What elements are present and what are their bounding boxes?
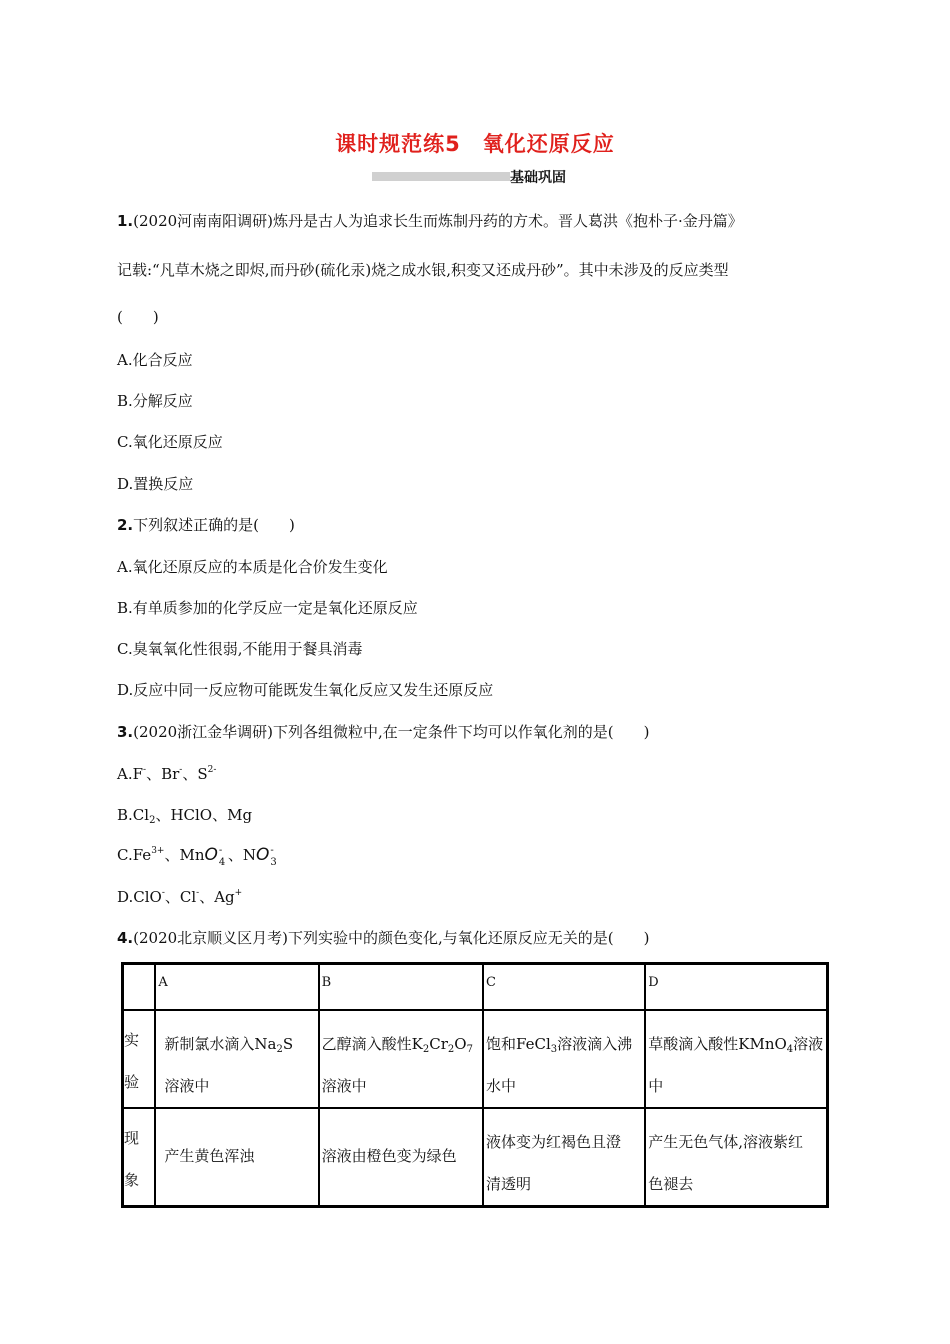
question-3-option-b [117,804,252,825]
question-2-option-b: B.有单质参加的化学反应一定是氧化还原反应 [117,599,418,617]
header-label: D [648,975,659,990]
experiment-table [121,962,829,1208]
ion-charge: - [179,765,183,775]
subscript: 4 [786,1044,794,1055]
question-1-option-a: A.化合反应 [117,351,193,369]
ion-charge: - [161,888,165,898]
cell-text: 中 [648,1077,664,1095]
header-cell-c [483,964,645,1011]
table-row-experiment [123,1010,828,1108]
cell-text: 溶液 [793,1035,824,1053]
ion-charge: + [234,888,243,898]
subscript: 3 [270,857,277,868]
question-number: 4. [117,929,134,947]
cell-text: O [454,1035,467,1053]
question-number: 2. [117,516,134,534]
question-number: 3. [117,723,134,741]
cell-text: 溶液中 [321,1077,367,1095]
subscript: 7 [466,1044,473,1055]
question-3-option-a [117,763,216,784]
question-text: (2020浙江金华调研)下列各组微粒中,在一定条件下均可以作氧化剂的是( ) [133,723,650,741]
cell-text: Cr [429,1035,448,1053]
cell-text: 草酸滴入酸性KMnO [648,1035,787,1053]
cell-text: 色褪去 [648,1175,694,1193]
subscript: 2 [149,815,156,826]
oxygen-symbol: O [256,845,270,865]
page-title: 课时规范练5 氧化还原反应 [335,132,615,156]
cell-text: 产生无色气体,溶液紫红 [648,1133,804,1151]
option-text: A.F [117,765,144,783]
table-row-observation [123,1108,828,1207]
question-3-option-c [117,844,279,868]
question-3-stem [117,721,650,742]
row-label-char: 象 [124,1171,140,1189]
header-label: B [321,975,332,990]
cell-text: 乙醇滴入酸性K [321,1035,423,1053]
oxygen-symbol: O [204,845,218,865]
cell-content [646,1109,826,1205]
option-text: C.Fe [117,846,152,864]
row-label-char: 验 [124,1073,140,1091]
experiment-cell-b [319,1010,483,1108]
charge-subscript-stack [269,845,279,868]
question-text: (2020河南南阳调研)炼丹是古人为追求长生而炼制丹药的方术。晋人葛洪《抱朴子·金丹篇》 [133,212,743,230]
question-3-option-d [117,886,242,907]
cell-text: S [282,1035,294,1053]
option-text: 、HClO、Mg [155,806,253,824]
ion-charge: - [218,845,223,856]
experiment-cell-c [483,1010,645,1108]
question-number: 1. [117,212,134,230]
option-text: 、Cl [164,888,197,906]
cell-text: 溶液由橙色变为绿色 [321,1147,457,1165]
cell-text: 新制氯水滴入Na [164,1035,277,1053]
row-label-experiment [123,1010,156,1108]
subscript: 2 [422,1044,430,1055]
question-4-stem [117,927,650,948]
question-1-line-2: 记载:“凡草木烧之即烬,而丹砂(硫化汞)烧之成水银,积变又还成丹砂”。其中未涉及的反应类型 [117,261,729,279]
question-1-option-d: D.置换反应 [117,475,194,493]
option-text: B.Cl [117,806,150,824]
cell-content [646,1011,826,1107]
experiment-cell-a [155,1010,318,1108]
cell-text: 溶液滴入沸 [557,1035,633,1053]
experiment-cell-d [645,1010,827,1108]
cell-content [156,1011,317,1107]
option-text: 、Ag [199,888,235,906]
subscript: 3 [550,1044,558,1055]
cell-content [484,1109,644,1205]
table-header-row [123,964,828,1011]
subscript: 4 [218,857,226,868]
subscript: 2 [447,1044,455,1055]
option-text: D.ClO [117,888,162,906]
question-1-answer-blank: ( ) [117,308,159,326]
ion-charge: - [143,765,147,775]
ion-charge: 3+ [151,846,165,856]
charge-subscript-stack [218,845,228,868]
row-label-char: 实 [124,1031,140,1049]
table-corner-cell [123,964,156,1011]
row-label-char: 现 [124,1129,140,1147]
question-2-option-d: D.反应中同一反应物可能既发生氧化反应又发生还原反应 [117,681,494,699]
subscript: 2 [276,1044,283,1055]
cell-text: 清透明 [486,1175,532,1193]
ion-charge: - [270,845,274,856]
cell-text: 溶液中 [164,1077,210,1095]
observation-cell-a [155,1108,318,1207]
header-cell-b [319,964,483,1011]
question-text: (2020北京顺义区月考)下列实验中的颜色变化,与氧化还原反应无关的是( ) [133,929,650,947]
option-text: 、N [227,846,257,864]
header-cell-d [645,964,827,1011]
option-text: 、Br [146,765,180,783]
header-cell-a [155,964,318,1011]
section-heading: 基础巩固 [510,170,566,186]
section-divider-bar [372,172,510,181]
question-2-option-c: C.臭氧氧化性很弱,不能用于餐具消毒 [117,640,363,658]
question-1-option-b: B.分解反应 [117,392,193,410]
question-2-stem [117,514,295,535]
observation-cell-d [645,1108,827,1207]
ion-charge: - [196,888,200,898]
observation-cell-b [319,1108,483,1207]
cell-text: 液体变为红褐色且澄 [486,1133,622,1151]
cell-text: 饱和FeCl [486,1035,551,1053]
cell-content [320,1011,482,1107]
observation-cell-c [483,1108,645,1207]
question-2-option-a: A.氧化还原反应的本质是化合价发生变化 [117,558,388,576]
ion-charge: 2- [207,765,217,775]
cell-text: 产生黄色浑浊 [164,1147,255,1165]
cell-content [484,1011,644,1107]
cell-text: 水中 [486,1077,517,1095]
question-1-option-c: C.氧化还原反应 [117,433,223,451]
header-label: C [486,975,496,990]
option-text: 、S [182,765,208,783]
question-text: 下列叙述正确的是( ) [133,516,295,534]
header-label: A [158,975,168,990]
question-1-line-1 [117,210,743,231]
row-label-observation [123,1108,156,1207]
option-text: 、Mn [164,846,205,864]
